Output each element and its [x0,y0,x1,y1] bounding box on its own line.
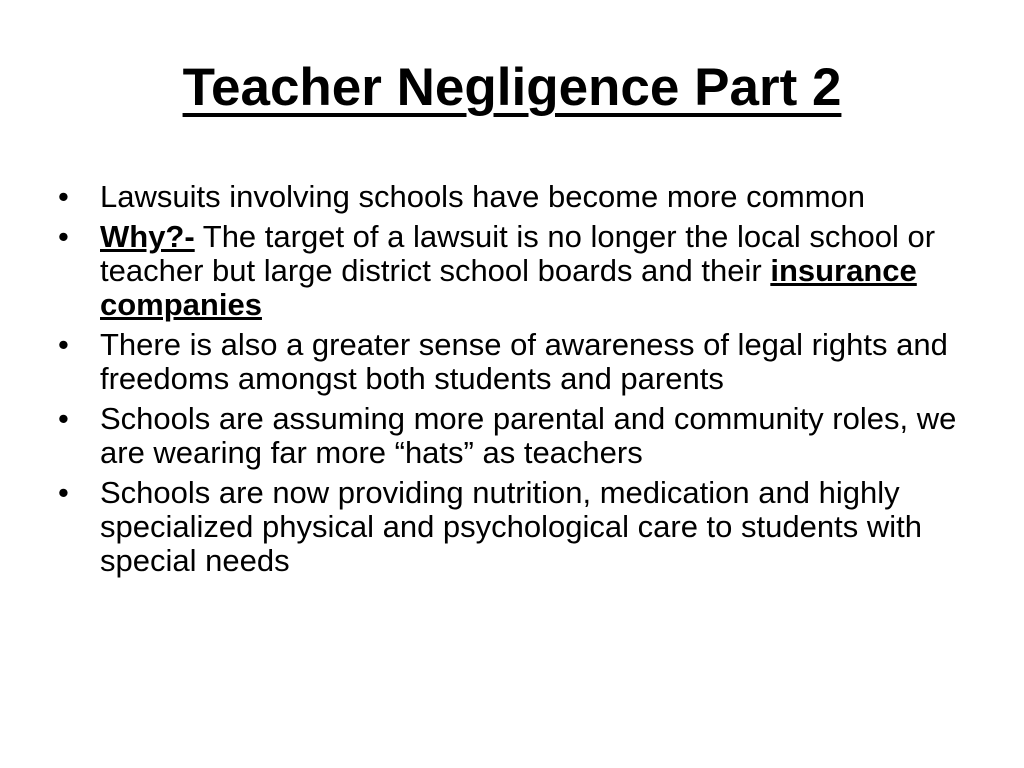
bullet-marker: • [58,401,69,436]
bullet-marker: • [58,475,69,510]
bullet-emphasis: insurance companies [100,253,917,322]
slide-title [0,58,1024,119]
bullet-lead: Why?- [100,219,195,254]
bullet-item-5 [58,476,958,578]
bullet-item-3 [58,328,958,396]
bullet-item-4 [58,402,958,470]
bullet-marker: • [58,179,69,214]
bullet-marker: • [58,327,69,362]
bullet-text: Schools are assuming more parental and community roles, we are wearing far more “hats” as teachers [100,401,957,470]
bullet-text: Schools are now providing nutrition, medication and highly specialized physical and psychological care to students with special needs [100,475,922,578]
bullet-item-1 [58,180,958,214]
bullet-marker: • [58,219,69,254]
bullet-text: There is also a greater sense of awareness of legal rights and freedoms amongst both students and parents [100,327,948,396]
bullet-text: Lawsuits involving schools have become more common [100,179,866,214]
bullet-item-2 [58,220,958,322]
bullet-text: The target of a lawsuit is no longer the local school or teacher but large district school boards and their [100,219,936,288]
bullet-list [58,180,958,584]
slide-title-text: Teacher Negligence Part 2 [182,58,842,117]
